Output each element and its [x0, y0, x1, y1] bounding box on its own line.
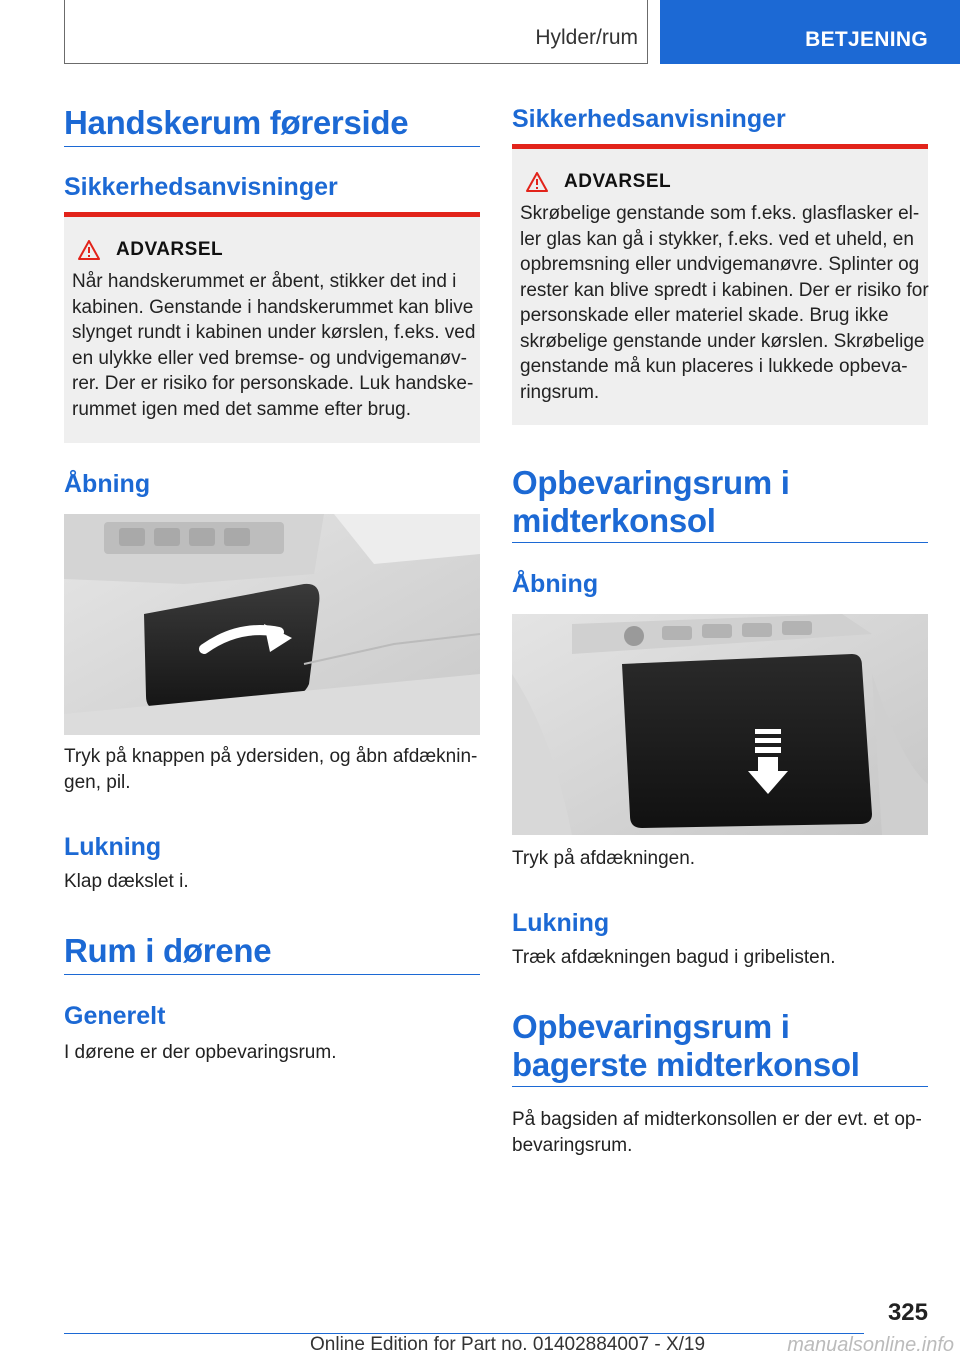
warning-box-right	[512, 149, 928, 425]
closing-heading-right: Lukning	[512, 909, 610, 937]
warning-title	[78, 239, 472, 261]
closing-heading: Lukning	[64, 833, 162, 861]
general-text: I dørene er der opbevaringsrum.	[64, 1042, 337, 1063]
edition-note: Online Edition for Part no. 01402884007 - X/19	[310, 1334, 706, 1355]
glovebox-title: Handskerum førerside	[64, 104, 409, 141]
chapter-label: BETJENING	[805, 28, 928, 51]
closing-text: Klap dækslet i.	[64, 871, 189, 892]
section-title: Hylder/rum	[535, 26, 638, 49]
safety-heading-right: Sikkerhedsanvisninger	[512, 105, 786, 133]
closing-text-right: Træk afdækningen bagud i gribelisten.	[512, 947, 836, 968]
warning-text-right: Skrøbelige genstande som f.eks. glasflasker el-ler glas kan gå i stykker, f.eks. ved et uheld, en opbremsning eller undvigemanøvre. Splinter og rester kan blive spredt i kabinen. Der er risiko for personskade eller materiel skade. Brug ikke skrøbelige genstande under kørslen. Skrøbelige genstande må kun placeres i lukkede opbeva-ringsrum.	[520, 203, 929, 403]
chapter-tab	[660, 0, 960, 64]
console-image	[512, 614, 928, 835]
doors-rule	[64, 974, 480, 975]
title-rule	[64, 146, 480, 147]
warning-box	[64, 217, 480, 443]
watermark-logo: manualsonline.info	[787, 1334, 954, 1356]
warning-triangle-icon	[526, 172, 548, 192]
console-title: Opbevaringsrum i midterkonsol	[512, 464, 790, 539]
page-number: 325	[887, 1299, 928, 1326]
glovebox-illustration	[64, 514, 480, 735]
opening-text: Tryk på knappen på ydersiden, og åbn afdæknin-gen, pil.	[64, 746, 478, 793]
warning-label: ADVARSEL	[116, 239, 224, 260]
general-heading: Generelt	[64, 1002, 166, 1030]
warning-text: Når handskerummet er åbent, stikker det ind i kabinen. Genstande i handskerummet kan blive slynget rundt i kabinen under kørslen, f.eks. ved en ulykke eller ved bremse- og undvigemanøv-rer. Der er risiko for personskade. Luk handske-rummet igen med det samme efter brug.	[72, 271, 476, 420]
console-illustration	[512, 614, 928, 835]
safety-heading: Sikkerhedsanvisninger	[64, 173, 338, 201]
doors-title: Rum i dørene	[64, 932, 272, 969]
opening-heading: Åbning	[64, 470, 151, 498]
console-rule	[512, 542, 928, 543]
rear-console-title: Opbevaringsrum i bagerste midterkonsol	[512, 1008, 860, 1083]
rear-console-rule	[512, 1086, 928, 1087]
warning-title-right	[526, 171, 920, 193]
glovebox-image	[64, 514, 480, 735]
warning-label-right: ADVARSEL	[564, 171, 672, 192]
opening-heading-right: Åbning	[512, 570, 599, 598]
rear-console-text: På bagsiden af midterkonsollen er der evt. et op-bevaringsrum.	[512, 1109, 922, 1156]
warning-triangle-icon	[78, 240, 100, 260]
opening-text-right: Tryk på afdækningen.	[512, 848, 696, 869]
